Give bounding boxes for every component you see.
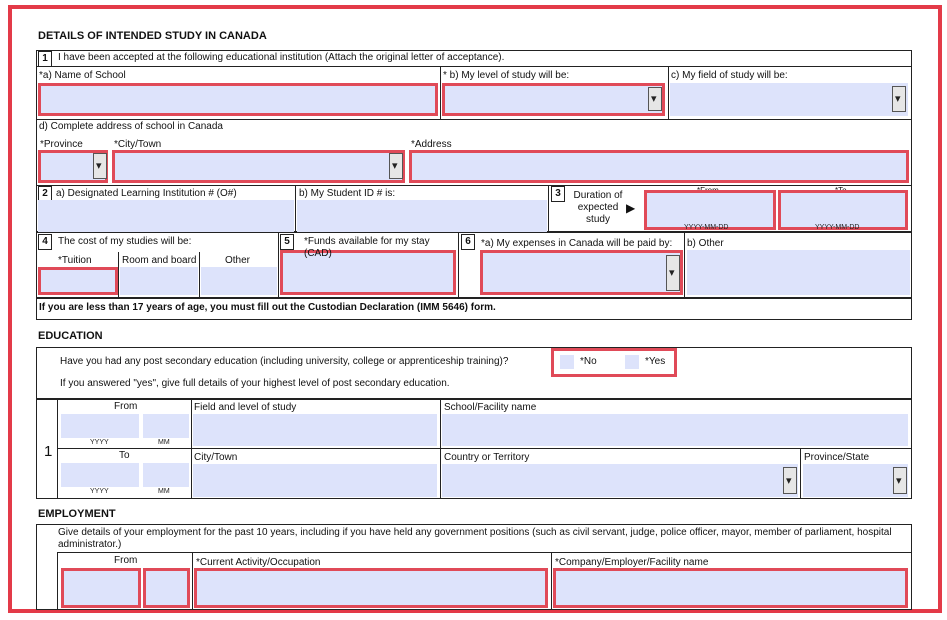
edu-from-label: From bbox=[114, 401, 138, 412]
edu-city-input[interactable] bbox=[193, 464, 437, 497]
q6-number: 6 bbox=[461, 234, 475, 250]
from-date-format: YYYY-MM-DD bbox=[684, 224, 729, 231]
education-if-yes: If you answered "yes", give full details of your highest level of post secondary education. bbox=[60, 378, 450, 389]
edu-from-mm-label: MM bbox=[158, 439, 170, 446]
q5-number: 5 bbox=[280, 234, 294, 250]
edu-from-yyyy[interactable] bbox=[61, 414, 139, 438]
address-input[interactable] bbox=[409, 150, 909, 183]
emp-from-mm[interactable] bbox=[143, 568, 190, 608]
emp-from-yyyy[interactable] bbox=[61, 568, 141, 608]
no-label: *No bbox=[580, 356, 597, 367]
edu-to-label: To bbox=[119, 450, 130, 461]
room-input[interactable] bbox=[120, 267, 198, 295]
edu-school-input[interactable] bbox=[442, 414, 908, 446]
b-other-input[interactable] bbox=[687, 250, 910, 295]
province-dropdown-icon[interactable] bbox=[93, 153, 107, 179]
other-cost-input[interactable] bbox=[201, 267, 277, 295]
custodian-note: If you are less than 17 years of age, you must fill out the Custodian Declaration (IMM 5646) form. bbox=[39, 302, 496, 313]
edu-province-dropdown-icon[interactable] bbox=[893, 467, 907, 494]
city-label: *City/Town bbox=[114, 139, 162, 150]
arrow-right-icon: ▶ bbox=[626, 201, 636, 215]
address-field-label: *Address bbox=[411, 139, 452, 150]
emp-occupation-label: *Current Activity/Occupation bbox=[196, 557, 321, 568]
field-label: c) My field of study will be: bbox=[671, 70, 788, 81]
no-checkbox[interactable] bbox=[560, 355, 574, 369]
edu-school-label: School/Facility name bbox=[444, 402, 537, 413]
edu-city-label: City/Town bbox=[194, 452, 238, 463]
education-heading: EDUCATION bbox=[38, 330, 103, 342]
level-dropdown-icon[interactable] bbox=[648, 87, 662, 111]
field-select[interactable] bbox=[670, 83, 908, 116]
city-select[interactable] bbox=[112, 150, 405, 183]
edu-from-yyyy-label: YYYY bbox=[90, 439, 109, 446]
edu-field-label: Field and level of study bbox=[194, 402, 297, 413]
education-row-number: 1 bbox=[44, 443, 53, 460]
school-name-label: *a) Name of School bbox=[39, 70, 126, 81]
room-label: Room and board bbox=[122, 255, 197, 266]
q1-text: I have been accepted at the following educational institution (Attach the original letter of acceptance). bbox=[58, 52, 505, 63]
emp-company-label: *Company/Employer/Facility name bbox=[555, 557, 709, 568]
field-dropdown-icon[interactable] bbox=[892, 86, 906, 112]
address-label: d) Complete address of school in Canada bbox=[39, 121, 223, 132]
city-dropdown-icon[interactable] bbox=[389, 153, 403, 179]
level-select[interactable] bbox=[442, 83, 665, 116]
emp-occupation-input[interactable] bbox=[194, 568, 548, 608]
duration-label: Duration of expected study bbox=[573, 190, 623, 225]
student-id-label: b) My Student ID # is: bbox=[299, 188, 396, 199]
edu-country-select[interactable] bbox=[442, 464, 798, 497]
tuition-input[interactable] bbox=[38, 267, 118, 295]
edu-country-label: Country or Territory bbox=[444, 452, 530, 463]
q2-number: 2 bbox=[38, 186, 52, 202]
yes-checkbox[interactable] bbox=[625, 355, 639, 369]
emp-company-input[interactable] bbox=[553, 568, 908, 608]
edu-to-yyyy-label: YYYY bbox=[90, 488, 109, 495]
edu-from-mm[interactable] bbox=[143, 414, 189, 438]
edu-province-label: Province/State bbox=[804, 452, 870, 463]
employment-heading: EMPLOYMENT bbox=[38, 508, 116, 520]
school-name-input[interactable] bbox=[38, 83, 438, 116]
edu-to-mm-label: MM bbox=[158, 488, 170, 495]
expenses-label: *a) My expenses in Canada will be paid by: bbox=[481, 238, 673, 249]
yes-label: *Yes bbox=[645, 356, 666, 367]
edu-to-yyyy[interactable] bbox=[61, 463, 139, 487]
expenses-dropdown-icon[interactable] bbox=[666, 255, 680, 291]
funds-label: *Funds available for my stay (CAD) bbox=[304, 236, 430, 259]
q4-number: 4 bbox=[38, 234, 52, 250]
edu-country-dropdown-icon[interactable] bbox=[783, 467, 797, 494]
tuition-label: *Tuition bbox=[58, 255, 92, 266]
study-heading: DETAILS OF INTENDED STUDY IN CANADA bbox=[38, 30, 267, 42]
q3-number: 3 bbox=[551, 186, 565, 202]
q1-number: 1 bbox=[38, 51, 52, 67]
b-other-label: b) Other bbox=[687, 238, 724, 249]
employment-text: Give details of your employment for the past 10 years, including if you have held any government positions (such as civil servant, judge, police officer, mayor, member of parliament, hospital administrator.) bbox=[58, 527, 892, 550]
dli-input[interactable] bbox=[38, 200, 294, 232]
other-cost-label: Other bbox=[225, 255, 251, 266]
education-question: Have you had any post secondary education (including university, college or apprenticeship training)? bbox=[60, 356, 509, 367]
expenses-select[interactable] bbox=[480, 250, 683, 295]
student-id-input[interactable] bbox=[297, 200, 547, 232]
dli-label: a) Designated Learning Institution # (O#) bbox=[56, 188, 237, 199]
emp-from-label: From bbox=[114, 555, 138, 566]
level-label: * b) My level of study will be: bbox=[443, 70, 570, 81]
edu-field-input[interactable] bbox=[193, 414, 437, 446]
to-date-format: YYYY-MM-DD bbox=[815, 224, 860, 231]
cost-label: The cost of my studies will be: bbox=[58, 236, 192, 247]
education-question-box bbox=[36, 347, 912, 399]
province-label: *Province bbox=[40, 139, 83, 150]
edu-to-mm[interactable] bbox=[143, 463, 189, 487]
